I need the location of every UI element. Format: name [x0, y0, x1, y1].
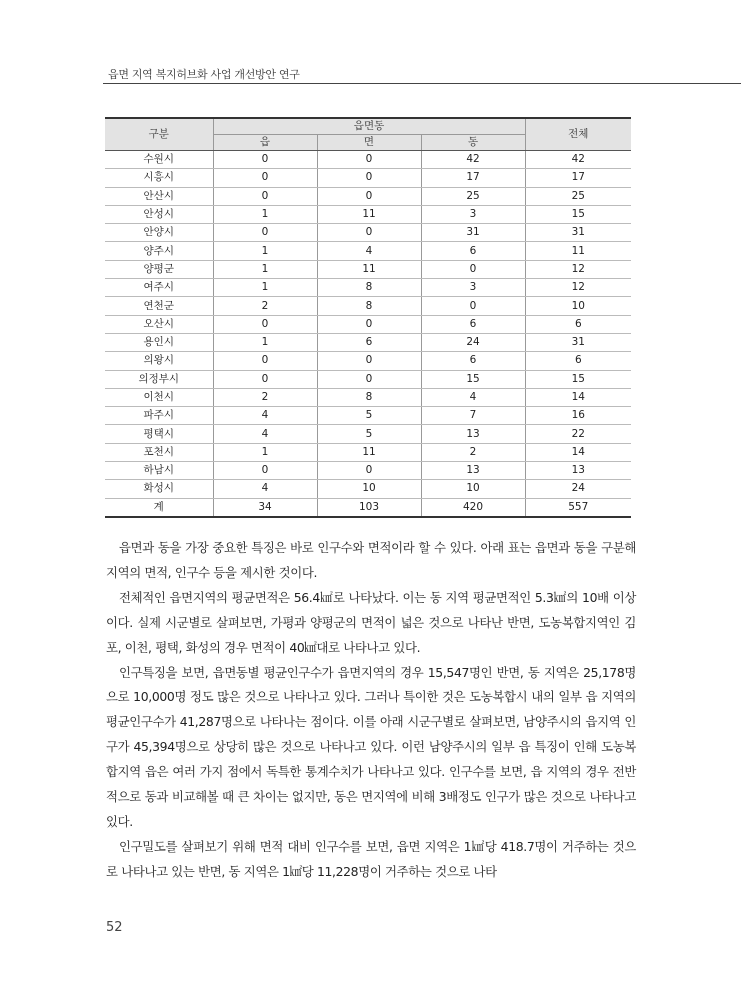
cell-dong: 25 — [421, 187, 525, 205]
cell-myeon: 5 — [317, 407, 421, 425]
header-myeon: 면 — [317, 135, 421, 151]
cell-myeon: 11 — [317, 443, 421, 461]
cell-myeon: 0 — [317, 151, 421, 169]
cell-region: 의정부시 — [105, 370, 213, 388]
cell-eup: 0 — [213, 352, 317, 370]
cell-total: 13 — [525, 462, 631, 480]
cell-myeon: 6 — [317, 333, 421, 351]
cell-region: 수원시 — [105, 151, 213, 169]
cell-region: 하남시 — [105, 462, 213, 480]
cell-myeon: 8 — [317, 388, 421, 406]
cell-dong: 6 — [421, 352, 525, 370]
cell-myeon: 4 — [317, 242, 421, 260]
cell-dong: 6 — [421, 315, 525, 333]
cell-eup: 0 — [213, 224, 317, 242]
cell-total: 14 — [525, 443, 631, 461]
cell-myeon: 8 — [317, 297, 421, 315]
header-group: 읍면동 — [213, 118, 525, 135]
running-header: 읍면 지역 복지허브화 사업 개선방안 연구 — [108, 68, 300, 81]
body-paragraph: 인구밀도를 살펴보기 위해 면적 대비 인구수를 보면, 읍면 지역은 1㎢당 418.7명이 거주하는 것으로 나타나고 있는 반면, 동 지역은 1㎢당 11,228명이 거주하는 것으로 나타 — [106, 838, 636, 879]
cell-dong: 17 — [421, 169, 525, 187]
cell-total: 31 — [525, 224, 631, 242]
cell-total: 10 — [525, 297, 631, 315]
table-row — [105, 388, 631, 406]
cell-dong: 42 — [421, 151, 525, 169]
cell-eup: 4 — [213, 425, 317, 443]
cell-eup: 1 — [213, 242, 317, 260]
cell-myeon: 10 — [317, 480, 421, 498]
cell-total: 6 — [525, 352, 631, 370]
table-row — [105, 224, 631, 242]
table-body — [105, 151, 631, 517]
cell-region: 양주시 — [105, 242, 213, 260]
cell-total: 17 — [525, 169, 631, 187]
cell-total-label: 계 — [105, 498, 213, 517]
cell-myeon: 0 — [317, 352, 421, 370]
cell-total: 31 — [525, 333, 631, 351]
table-row — [105, 260, 631, 278]
header-total: 전체 — [525, 118, 631, 151]
body-paragraph: 전체적인 읍면지역의 평균면적은 56.4㎢로 나타났다. 이는 동 지역 평균면적인 5.3㎢의 10배 이상이다. 실제 시군별로 살펴보면, 가평과 양평군의 면적이 넓은 것으로 나타난 반면, 도농복합지역인 김포, 이천, 평택, 화성의 경우 면적이 40㎢대로 나타나고 있다. — [106, 589, 636, 655]
table-row — [105, 443, 631, 461]
cell-dong: 0 — [421, 297, 525, 315]
cell-dong: 31 — [421, 224, 525, 242]
cell-region: 안산시 — [105, 187, 213, 205]
cell-myeon: 11 — [317, 260, 421, 278]
cell-myeon: 0 — [317, 315, 421, 333]
cell-eup: 4 — [213, 407, 317, 425]
body-paragraph: 읍면과 동을 가장 중요한 특징은 바로 인구수와 면적이라 할 수 있다. 아래 표는 읍면과 동을 구분해 지역의 면적, 인구수 등을 제시한 것이다. — [106, 540, 636, 580]
header-rule — [103, 83, 741, 84]
cell-eup: 1 — [213, 260, 317, 278]
cell-total: 24 — [525, 480, 631, 498]
cell-total: 22 — [525, 425, 631, 443]
cell-myeon: 0 — [317, 462, 421, 480]
cell-total: 12 — [525, 279, 631, 297]
cell-eup: 0 — [213, 169, 317, 187]
cell-total-myeon: 103 — [317, 498, 421, 517]
table-row — [105, 315, 631, 333]
cell-region: 화성시 — [105, 480, 213, 498]
table-row — [105, 480, 631, 498]
cell-dong: 7 — [421, 407, 525, 425]
cell-region: 이천시 — [105, 388, 213, 406]
table-row — [105, 407, 631, 425]
data-table — [105, 117, 631, 518]
cell-total-eup: 34 — [213, 498, 317, 517]
table-row — [105, 187, 631, 205]
cell-region: 연천군 — [105, 297, 213, 315]
cell-myeon: 0 — [317, 169, 421, 187]
cell-total: 25 — [525, 187, 631, 205]
cell-eup: 0 — [213, 151, 317, 169]
cell-eup: 1 — [213, 279, 317, 297]
cell-dong: 4 — [421, 388, 525, 406]
table-row — [105, 352, 631, 370]
table-row — [105, 425, 631, 443]
cell-dong: 10 — [421, 480, 525, 498]
cell-eup: 2 — [213, 388, 317, 406]
table-row — [105, 297, 631, 315]
cell-eup: 0 — [213, 187, 317, 205]
cell-myeon: 8 — [317, 279, 421, 297]
cell-eup: 1 — [213, 205, 317, 223]
cell-region: 의왕시 — [105, 352, 213, 370]
cell-region: 포천시 — [105, 443, 213, 461]
table-row — [105, 462, 631, 480]
cell-dong: 24 — [421, 333, 525, 351]
table-row — [105, 151, 631, 169]
body-text — [106, 536, 636, 885]
cell-eup: 1 — [213, 333, 317, 351]
cell-total: 14 — [525, 388, 631, 406]
body-paragraph: 인구특징을 보면, 읍면동별 평균인구수가 읍면지역의 경우 15,547명인 반면, 동 지역은 25,178명으로 10,000명 정도 많은 것으로 나타나고 있다. 그러나 특이한 것은 도농복합시 내의 일부 읍 지역의 평균인구수가 41,287명으로 나타나는 점이다. 이를 아래 시군구별로 살펴보면, 남양주시의 읍지역 인구가 45,394명으로 상당히 많은 것으로 나타나고 있다. 이런 남양주시의 일부 읍 특징이 인해 도농복합지역 읍은 여러 가지 점에서 독특한 통계수치가 나타나고 있다. 인구수를 보면, 읍 지역의 경우 전반적으로 동과 비교해볼 때 큰 차이는 없지만, 동은 면지역에 비해 3배정도 인구가 많은 것으로 나타나고 있다. — [106, 664, 636, 829]
header-eup: 읍 — [213, 135, 317, 151]
cell-eup: 0 — [213, 462, 317, 480]
cell-region: 양평군 — [105, 260, 213, 278]
table-row — [105, 205, 631, 223]
cell-region: 안양시 — [105, 224, 213, 242]
cell-myeon: 0 — [317, 224, 421, 242]
cell-myeon: 0 — [317, 370, 421, 388]
table-row — [105, 242, 631, 260]
cell-dong: 13 — [421, 462, 525, 480]
cell-region: 평택시 — [105, 425, 213, 443]
cell-eup: 4 — [213, 480, 317, 498]
table-row — [105, 169, 631, 187]
cell-region: 용인시 — [105, 333, 213, 351]
cell-myeon: 5 — [317, 425, 421, 443]
cell-total: 6 — [525, 315, 631, 333]
cell-total: 12 — [525, 260, 631, 278]
cell-total: 16 — [525, 407, 631, 425]
page-number: 52 — [106, 920, 123, 935]
header-category: 구분 — [105, 118, 213, 151]
cell-total: 42 — [525, 151, 631, 169]
cell-region: 여주시 — [105, 279, 213, 297]
cell-dong: 6 — [421, 242, 525, 260]
cell-myeon: 11 — [317, 205, 421, 223]
cell-eup: 0 — [213, 370, 317, 388]
cell-region: 파주시 — [105, 407, 213, 425]
header-dong: 동 — [421, 135, 525, 151]
cell-dong: 2 — [421, 443, 525, 461]
cell-eup: 2 — [213, 297, 317, 315]
table-row — [105, 333, 631, 351]
cell-dong: 3 — [421, 279, 525, 297]
cell-total: 15 — [525, 205, 631, 223]
table-total-row — [105, 498, 631, 517]
cell-dong: 13 — [421, 425, 525, 443]
cell-eup: 1 — [213, 443, 317, 461]
cell-region: 오산시 — [105, 315, 213, 333]
cell-eup: 0 — [213, 315, 317, 333]
cell-myeon: 0 — [317, 187, 421, 205]
cell-dong: 3 — [421, 205, 525, 223]
cell-region: 안성시 — [105, 205, 213, 223]
cell-total: 11 — [525, 242, 631, 260]
cell-total-dong: 420 — [421, 498, 525, 517]
cell-dong: 15 — [421, 370, 525, 388]
cell-total: 15 — [525, 370, 631, 388]
cell-region: 시흥시 — [105, 169, 213, 187]
table-row — [105, 279, 631, 297]
table-row — [105, 370, 631, 388]
cell-dong: 0 — [421, 260, 525, 278]
cell-total-total: 557 — [525, 498, 631, 517]
